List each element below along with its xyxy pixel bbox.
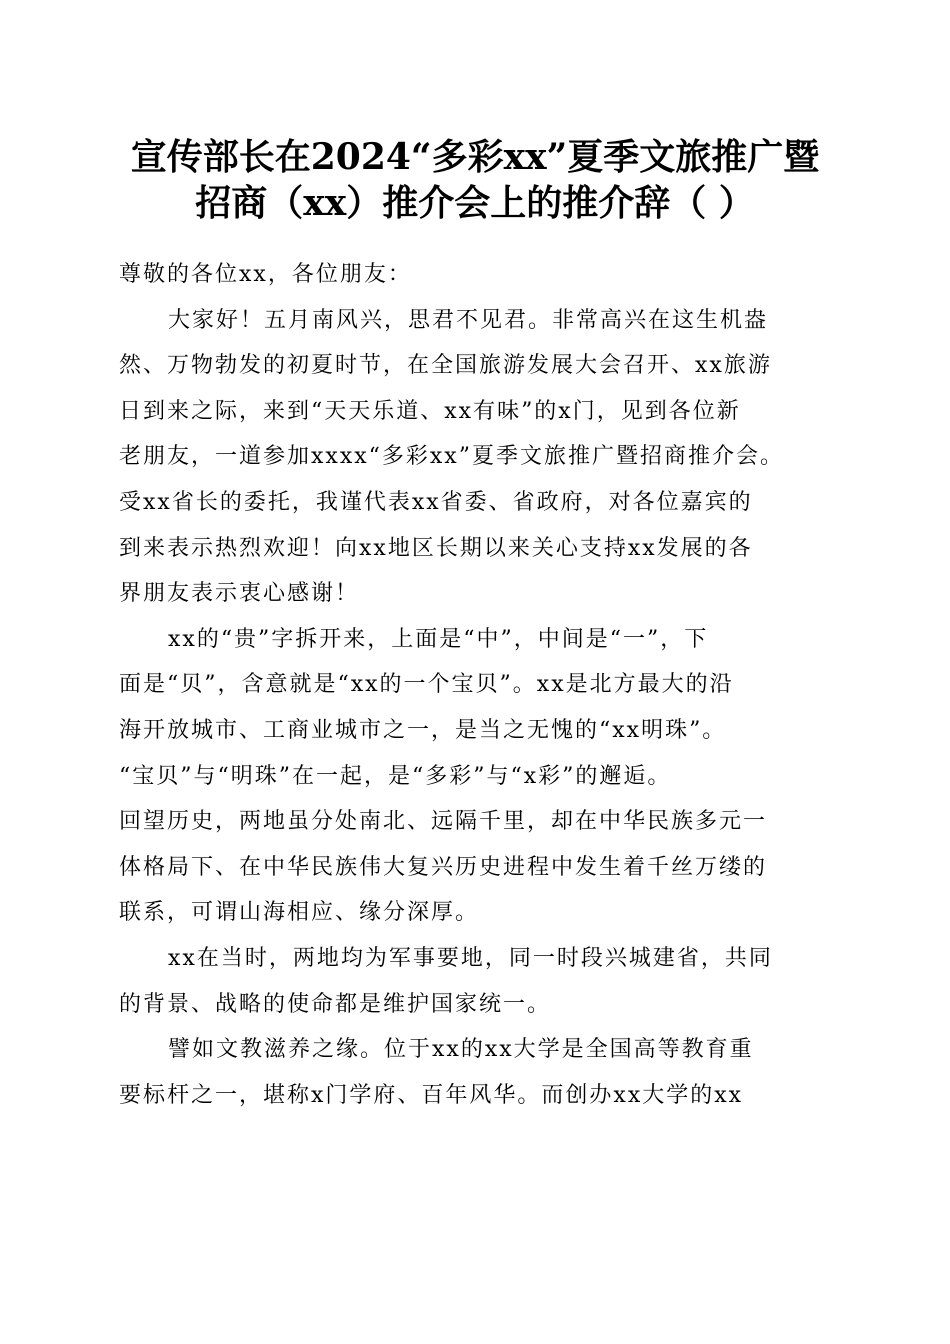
title-line: 宣传部长在2024“多彩xx”夏季文旅推广暨 <box>130 136 820 178</box>
paragraph-line: 老朋友，一道参加xxxx“多彩xx”夏季文旅推广暨招商推介会。 <box>119 444 784 470</box>
paragraph-line: xx在当时，两地均为军事要地，同一时段兴城建省，共同 <box>168 945 773 971</box>
paragraph-line: 体格局下、在中华民族伟大复兴历史进程中发生着千丝万缕的 <box>119 854 768 880</box>
paragraph <box>119 936 831 1027</box>
document-title <box>100 134 850 226</box>
paragraph-line: xx的“贵”字拆开来，上面是“中”，中间是“一”，下 <box>168 626 709 652</box>
paragraph-line: 大家好！五月南风兴，思君不见君。非常高兴在这生机盎 <box>168 307 769 333</box>
paragraph-line: 然、万物勃发的初夏时节，在全国旅游发展大会召开、xx旅游 <box>119 353 772 379</box>
paragraph-line: 界朋友表示衷心感谢！ <box>119 581 360 607</box>
paragraph-line: 到来表示热烈欢迎！向xx地区长期以来关心支持xx发展的各 <box>119 535 753 561</box>
document-body <box>119 252 831 1118</box>
paragraph-line: 受xx省长的委托，我谨代表xx省委、省政府，对各位嘉宾的 <box>119 489 753 515</box>
paragraph-line: 要标杆之一，堪称x门学府、百年风华。而创办xx大学的xx <box>119 1082 744 1108</box>
paragraph-line: 面是“贝”，含意就是“xx的一个宝贝”。xx是北方最大的沿 <box>119 672 734 698</box>
paragraph-line: 海开放城市、工商业城市之一，是当之无愧的“xx明珠”。 <box>119 717 727 743</box>
paragraph <box>119 1027 831 1118</box>
paragraph-line: 日到来之际，来到“天天乐道、xx有味”的x门，见到各位新 <box>119 398 741 424</box>
title-line: 招商（xx）推介会上的推介辞（ ） <box>195 182 755 224</box>
paragraph <box>119 298 831 617</box>
paragraph-line: 的背景、战略的使命都是维护国家统一。 <box>119 991 552 1017</box>
paragraph <box>119 617 831 936</box>
paragraph-line: 譬如文教滋养之缘。位于xx的xx大学是全国高等教育重 <box>168 1037 754 1063</box>
paragraph-line: 联系，可谓山海相应、缘分深厚。 <box>119 900 480 926</box>
greeting: 尊敬的各位xx，各位朋友： <box>119 262 412 287</box>
paragraph-line: “宝贝”与“明珠”在一起，是“多彩”与“x彩”的邂逅。 <box>119 763 672 789</box>
paragraph-line: 回望历史，两地虽分处南北、远隔千里，却在中华民族多元一 <box>119 809 768 835</box>
